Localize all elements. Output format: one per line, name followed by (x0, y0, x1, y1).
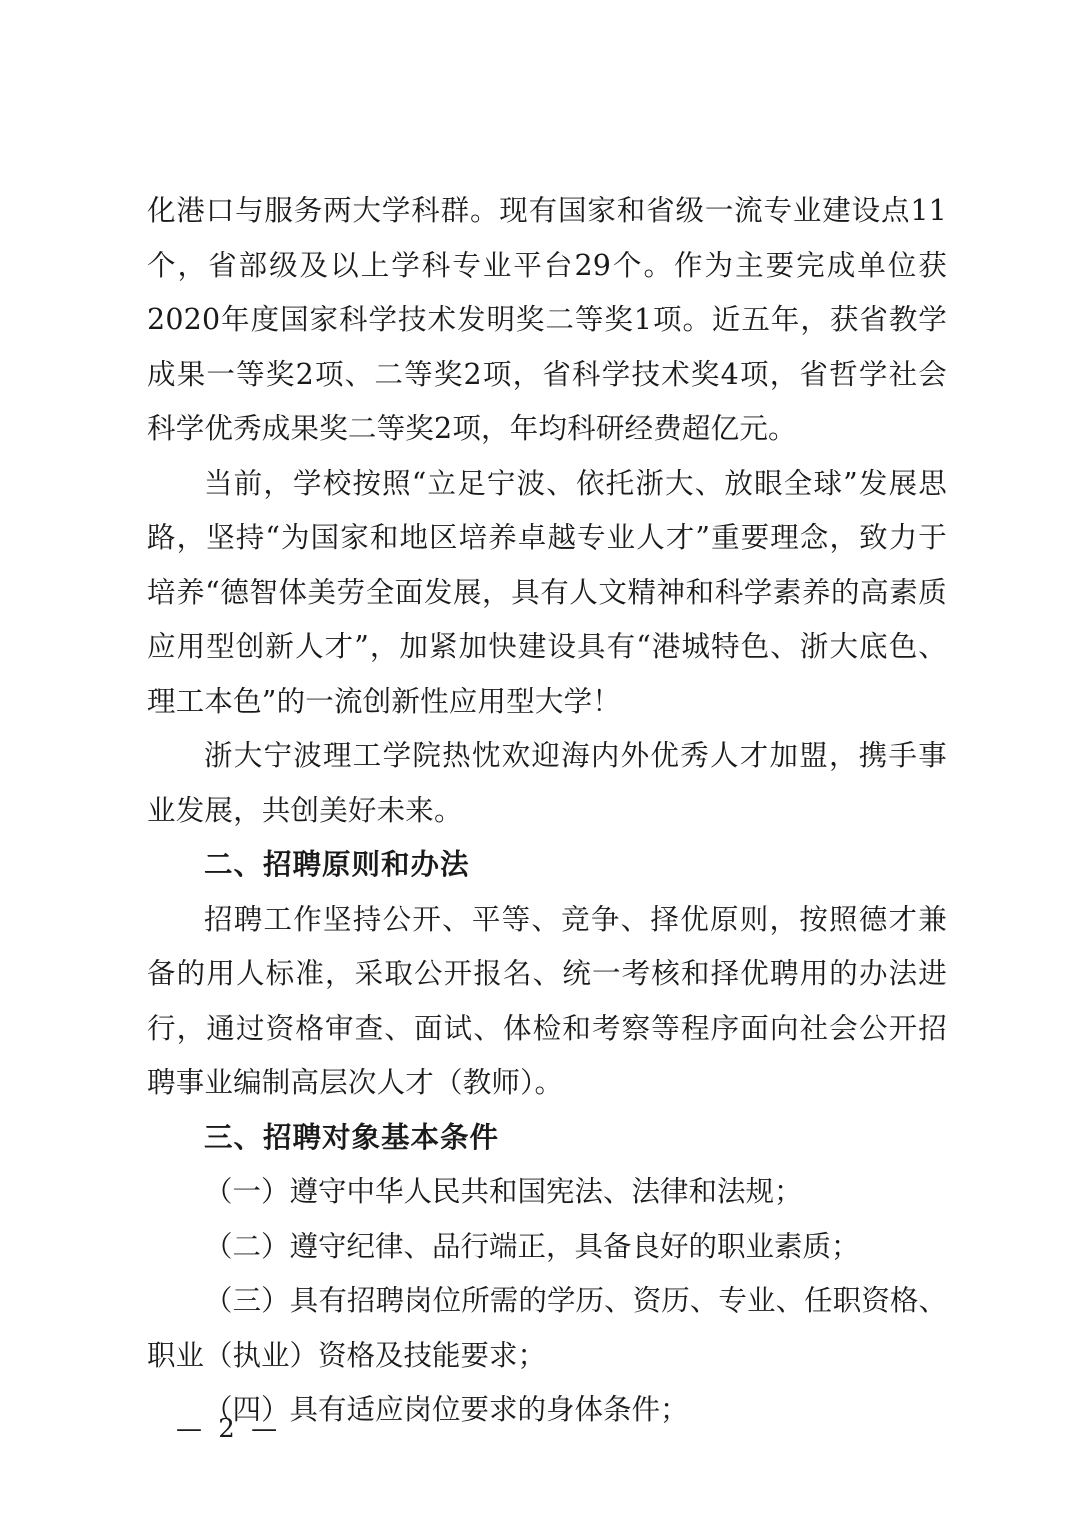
condition-item: （三）具有招聘岗位所需的学历、资历、专业、任职资格、职业（执业）资格及技能要求； (147, 1284, 947, 1372)
section-heading-basic-conditions: 三、招聘对象基本条件 (204, 1120, 500, 1154)
paragraph-achievements: 化港口与服务两大学科群。现有国家和省级一流专业建设点11个，省部级及以上学科专业平台29个。作为主要完成单位获2020年度国家科学技术发明奖二等奖1项。近五年，获省教学成果一等奖2项、二等奖2项，省科学技术奖4项，省哲学社会科学优秀成果奖二等奖2项，年均科研经费超亿元。 (147, 194, 947, 445)
paragraph-recruitment-principles: 招聘工作坚持公开、平等、竞争、择优原则，按照德才兼备的用人标准，采取公开报名、统一考核和择优聘用的办法进行，通过资格审查、面试、体检和考察等程序面向社会公开招聘事业编制高层次人才（教师）。 (147, 902, 947, 1099)
document-body (147, 184, 947, 1438)
paragraph-welcome: 浙大宁波理工学院热忱欢迎海内外优秀人才加盟，携手事业发展，共创美好未来。 (147, 739, 947, 827)
section-heading-recruitment-principles: 二、招聘原则和办法 (204, 848, 470, 881)
page-number: — 2 — (176, 1414, 282, 1444)
paragraph-development-vision: 当前，学校按照“立足宁波、依托浙大、放眼全球”发展思路，坚持“为国家和地区培养卓越专业人才”重要理念，致力于培养“德智体美劳全面发展，具有人文精神和科学素养的高素质应用型创新人才”，加紧加快建设具有“港城特色、浙大底色、理工本色”的一流创新性应用型大学！ (147, 466, 947, 718)
condition-item: （一）遵守中华人民共和国宪法、法律和法规； (204, 1175, 803, 1208)
condition-item: （四）具有适应岗位要求的身体条件； (204, 1393, 689, 1426)
condition-item: （二）遵守纪律、品行端正，具备良好的职业素质； (204, 1229, 860, 1263)
